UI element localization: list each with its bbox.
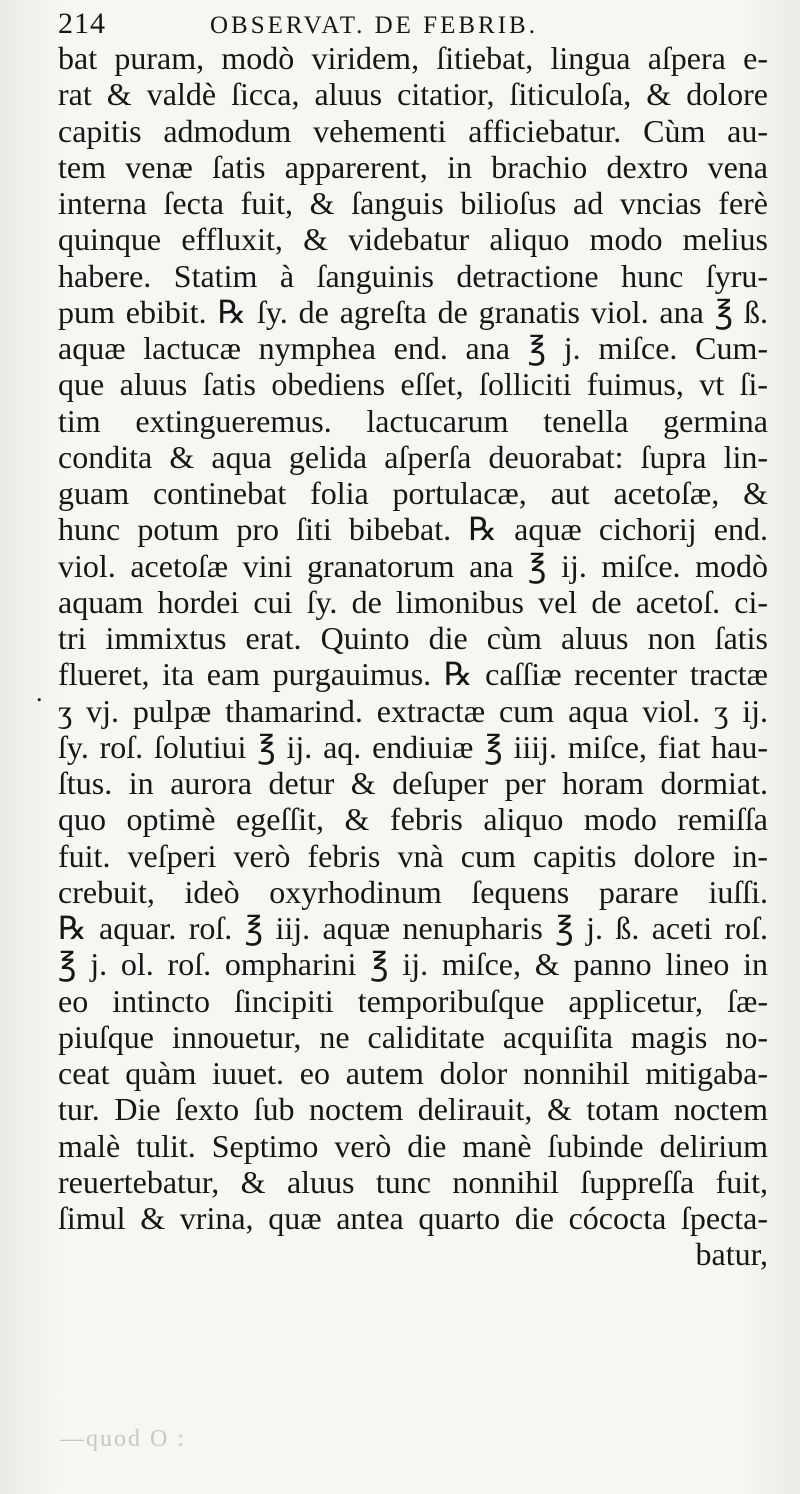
- text-line: ceat quàm iuuet. eo autem dolor nonnihil mitigaba-: [58, 1055, 768, 1091]
- bleed-through-text: —quod O :: [60, 1426, 186, 1452]
- text-line: aquæ lactucæ nymphea end. ana ℥ j. miſce. Cum-: [58, 330, 768, 366]
- text-line: flueret, ita eam purgauimus. ℞ caſſiæ recenter tractæ: [58, 656, 768, 693]
- text-line: ℞ aquar. roſ. ℥ iij. aquæ nenupharis ℥ j. ß. aceti roſ.: [58, 910, 768, 946]
- page-number: 214: [58, 7, 106, 40]
- text-line: pum ebibit. ℞ ſy. de agreſta de granatis viol. ana ℥ ß.: [58, 293, 768, 330]
- text-line: tri immixtus erat. Quinto die cùm aluus non ſatis: [58, 620, 768, 656]
- text-line: interna ſecta fuit, & ſanguis bilioſus ad vncias ferè: [58, 185, 768, 221]
- text-line: guam continebat folia portulacæ, aut acetoſæ, &: [58, 475, 768, 511]
- text-line: reuertebatur, & aluus tunc nonnihil ſuppreſſa fuit,: [58, 1163, 768, 1200]
- text-line: bat puram, modò viridem, ſitiebat, lingua aſpera e-: [58, 40, 768, 76]
- text-line: tur. Die ſexto ſub noctem delirauit, & totam noctem: [58, 1091, 768, 1128]
- text-line: eo intincto ſincipiti temporibuſque applicetur, ſæ-: [58, 982, 768, 1019]
- text-line: tim extingueremus. lactucarum tenella germina: [58, 402, 768, 439]
- text-line: quo optimè egeſſit, & febris aliquo modo remiſſa: [58, 801, 768, 838]
- text-line: ℥ j. ol. roſ. ompharini ℥ ij. miſce, & panno lineo in: [58, 946, 768, 983]
- text-line: rat & valdè ſicca, aluus citatior, ſiticuloſa, & dolore: [58, 76, 768, 113]
- text-line: ſtus. in aurora detur & deſuper per horam dormiat.: [58, 765, 768, 801]
- running-head: OBSERVAT. DE FEBRIB.: [210, 12, 538, 39]
- text-line: hunc potum pro ſiti bibebat. ℞ aquæ cichorij end.: [58, 511, 768, 548]
- body-text: [58, 40, 768, 1273]
- text-line: fuit. veſperi verò febris vnà cum capitis dolore in-: [58, 837, 768, 874]
- text-line: batur,: [695, 1236, 768, 1273]
- text-line: viol. acetoſæ vini granatorum ana ℥ ij. miſce. modò: [58, 547, 768, 584]
- text-line: aquam hordei cui ſy. de limonibus vel de acetoſ. ci-: [58, 583, 768, 620]
- page-header: [58, 4, 758, 44]
- text-line: malè tulit. Septimo verò die manè ſubinde delirium: [58, 1127, 768, 1164]
- text-line: quinque effluxit, & videbatur aliquo modo melius: [58, 221, 768, 258]
- text-line: condita & aqua gelida aſperſa deuorabat: ſupra lin-: [58, 438, 768, 475]
- text-line: crebuit, ideò oxyrhodinum ſequens parare iuſſi.: [58, 873, 768, 910]
- text-line: piuſque innouetur, ne caliditate acquiſita magis no-: [58, 1018, 768, 1055]
- margin-mark: .: [36, 678, 43, 707]
- text-line: ſy. roſ. ſolutiui ℥ ij. aq. endiuiæ ℥ iiij. miſce, fiat hau-: [58, 728, 768, 765]
- text-line: ſimul & vrina, quæ antea quarto die cócocta ſpecta-: [58, 1200, 768, 1236]
- text-line: capitis admodum vehementi afficiebatur. Cùm au-: [58, 112, 768, 149]
- text-line: habere. Statim à ſanguinis detractione hunc ſyru-: [58, 257, 768, 294]
- text-line: tem venæ ſatis apparerent, in brachio dextro vena: [58, 148, 768, 185]
- text-line: ʒ vj. pulpæ thamarind. extractæ cum aqua viol. ʒ ij.: [58, 692, 768, 729]
- text-line: que aluus ſatis obediens eſſet, ſolliciti fuimus, vt ſi-: [58, 366, 768, 403]
